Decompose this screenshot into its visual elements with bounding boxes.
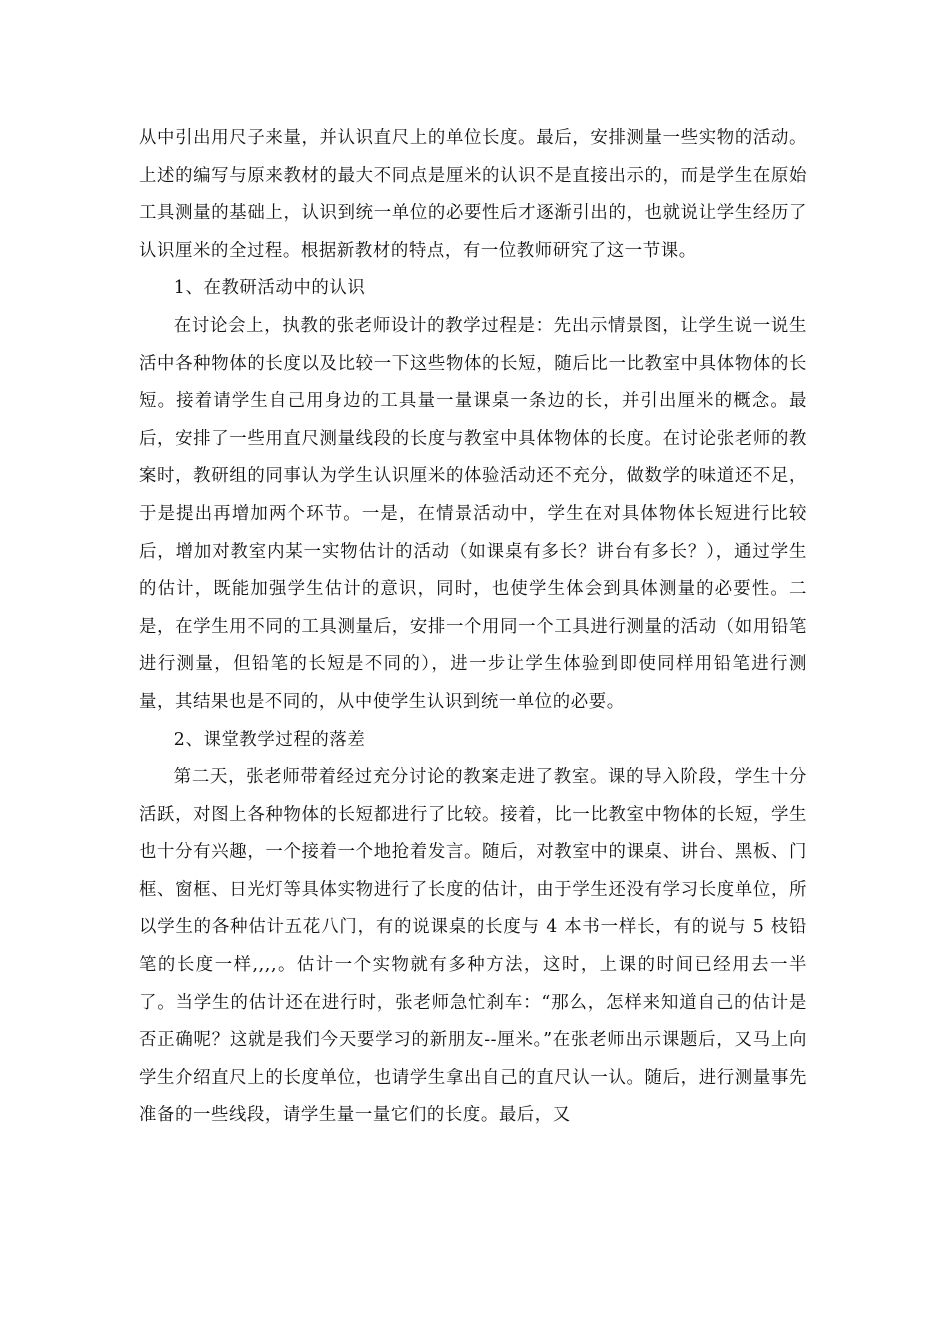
paragraph-discussion: 在讨论会上，执教的张老师设计的教学过程是：先出示情景图，让学生说一说生活中各种物体的长度以及比较一下这些物体的长短，随后比一比教室中具体物体的长短。接着请学生自己用身边的工具量一量课桌一条边的长，并引出厘米的概念。最后，安排了一些用直尺测量线段的长度与教室中具体物体的长度。在讨论张老师的教案时，教研组的同事认为学生认识厘米的体验活动还不充分，做数学的味道还不足，于是提出再增加两个环节。一是，在情景活动中，学生在对具体物体长短进行比较后，增加对教室内某一实物估计的活动（如课桌有多长？讲台有多长？），通过学生的估计，既能加强学生估计的意识，同时，也使学生体会到具体测量的必要性。二是，在学生用不同的工具测量后，安排一个用同一个工具进行测量的活动（如用铅笔进行测量，但铅笔的长短是不同的），进一步让学生体验到即使同样用铅笔进行测量，其结果也是不同的，从中使学生认识到统一单位的必要。 [139, 315, 807, 712]
document-body [139, 120, 807, 1135]
section-heading-1: 1、在教研活动中的认识 [173, 278, 366, 299]
paragraph-classroom: 第二天，张老师带着经过充分讨论的教案走进了教室。课的导入阶段，学生十分活跃，对图上各种物体的长短都进行了比较。接着，比一比教室中物体的长短，学生也十分有兴趣，一个接着一个地抢着发言。随后，对教室中的课桌、讲台、黑板、门框、窗框、日光灯等具体实物进行了长度的估计，由于学生还没有学习长度单位，所以学生的各种估计五花八门，有的说课桌的长度与 4 本书一样长，有的说与 5 枝铅笔的长度一样,,,,。估计一个实物就有多种方法，这时，上课的时间已经用去一半了。当学生的估计还在进行时，张老师急忙刹车：“那么，怎样来知道自己的估计是否正确呢？这就是我们今天要学习的新朋友--厘米。”在张老师出示课题后，又马上向学生介绍直尺上的长度单位，也请学生拿出自己的直尺认一认。随后，进行测量事先准备的一些线段，请学生量一量它们的长度。最后，又 [139, 767, 807, 1126]
paragraph-intro: 从中引出用尺子来量，并认识直尺上的单位长度。最后，安排测量一些实物的活动。上述的编写与原来教材的最大不同点是厘米的认识不是直接出示的，而是学生在原始工具测量的基础上，认识到统一单位的必要性后才逐渐引出的，也就说让学生经历了认识厘米的全过程。根据新教材的特点，有一位教师研究了这一节课。 [139, 128, 807, 261]
section-heading-2: 2、课堂教学过程的落差 [173, 729, 366, 750]
